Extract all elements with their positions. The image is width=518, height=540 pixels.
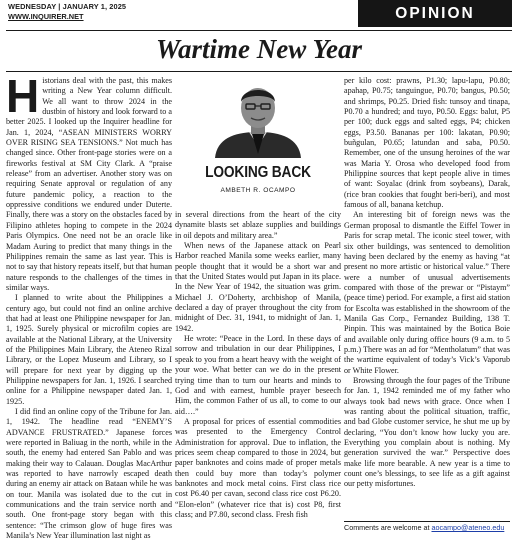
article-column-2 — [175, 210, 341, 520]
paragraph: A proposal for prices of essential commodities was presented to the Emergency Control Administration for approval. Due to inflation, the prices seem cheap compared to those in 2024, but paper banknotes and coins made of proper metals then could buy more than today’s polymer banknotes and mock metal coins. First class rice cost P6.40 per cavan, second class rice cost P6.20. “Elon-elon” (whatever rice that is) cost P8, first class; and P7.80, second class. Fresh fish — [175, 416, 341, 519]
contact-prefix: Comments are welcome at — [344, 523, 430, 532]
paragraph: I did find an online copy of the Tribune for Jan. 1, 1942. The headline read “ENEMY’S ADVANCE FRUSTRATED.” Japanese forces were reported in Baliuag in the north, while in the south, the enemy had entered San Pablo and was making their way to Calauan. Douglas MacArthur was reported to have narrowly escaped death during an enemy air attack on Bataan while he was on tour. Manila was isolated due to the cut in communications and the train service north and south. One front-page story began with this sentence: “The crimson glow of huge fires was Manila’s New Year illumination last night as — [6, 407, 172, 540]
paragraph: I planned to write about the Philippines a century ago, but could not find an online archive that had at least one Philippine newspaper for Jan. 1, 1925. Surely physical or microfilm copies are available at the National Library, at the University of the Philippines Main Library, the Ateneo Rizal Library, or the Lopez Museum and Library, so I will prepare for next year by digging up the Philippine newspapers for Jan. 1, 1926. I searched online for a Philippine newspaper dated Jan. 1, 1925. — [6, 293, 172, 406]
columnist-photo — [207, 76, 309, 158]
section-tag: OPINION — [358, 0, 512, 27]
header-rule — [6, 30, 512, 31]
column-name: LOOKING BACK — [205, 164, 311, 181]
paragraph: Browsing through the four pages of the Tribune for Jan. 1, 1942 reminded me of my father who always took bad news with grace. Once when I was ranting about the political situation, traffic, and bad Globe customer service, he shut me up by declaring, “You don’t know how lucky you are. Everything you complain about is nothing. My generation survived the war.” Perspective does make life more bearable. A new year is a time to count one’s blessings, to see life as a gift against our petty misfortunes. — [344, 375, 510, 489]
headline-rule — [6, 71, 512, 72]
drop-cap: H — [6, 70, 40, 122]
paragraph: He wrote: “Peace in the Lord. In these days of sorrow and tribulation in our dear Philippines, I speak to you from a heart heavy with the weight of your woe. What better can we do in the present trying time than to turn our hearts and minds to God and with earnest, humble prayer beseech Him, the common Father of us all, to come to our aid….” — [175, 334, 341, 416]
contact-rule — [344, 521, 510, 522]
paragraph: in several directions from the heart of the city dynamite blasts set ablaze supplies and buildings in oil depots and military area.” — [175, 210, 341, 240]
paragraph — [6, 70, 172, 293]
masthead-bar — [6, 0, 512, 30]
contact-email-link[interactable]: aocampo@ateneo.edu — [431, 523, 505, 532]
paragraph: When news of the Japanese attack on Pearl Harbor reached Manila some weeks earlier, many people thought that it would be a short war and that the United States would put Japan in its place. In the New Year of 1942, the situation was grim. Michael J. O’Doherty, archbishop of Manila, declared a day of prayer throughout the city from midnight of Dec. 31, 1941, to midnight of Jan. 1, 1942. — [175, 241, 341, 333]
paragraph: per kilo cost: prawns, P1.30; lapu-lapu, P0.80; apahap, P0.75; tanguingue, P0.70; bangus, P0.50; and shrimps, P0.25. Dried fish: tunsoy and tinapa, P0.70 a hundred; and tuyo, P0.50. Eggs: balut, P5 per 100; duck eggs and salted eggs, P4; chicken eggs, P3.50. Bananas per 100: lakatan, P0.90; buñgulan, P0.65; latundan and saba, P0.50. Remember, one of the unsung heroines of the war was Maria Y. Orosa who developed food from Philippine sources that kept people alive in times of want: Soyalac (drink from soybeans), Darak, (rice bran cookies that fought beri-beri), and most famous of all, banana ketchup. — [344, 76, 510, 210]
contact-line — [344, 524, 514, 533]
paragraph: An interesting bit of foreign news was the German proposal to dismantle the Eiffel Tower in Paris for scrap metal. The iconic steel tower, with six other buildings, was sentenced to demolition having been declared by the enemy as having “at present no more artistic or historical value.” There were a number of unusual advertisements compared with those of the prewar or “Pistaym” (peace time) period. For example, a first aid station for Escolta was established in the showroom of the Manila Gas Corp., Fernandez Building, 138 T. Pinpin. This was maintained by the Botica Boie and available only during office hours (9 a.m. to 5 p.m.) There was an ad for “Mentholatum” that was the wartime equivalent of today’s Vick’s Vaporub or White Flower. — [344, 210, 510, 375]
article-column-1 — [6, 70, 172, 540]
paragraph-text: istorians deal with the past, this makes writing a New Year column difficult. We all want to throw 2024 in the dustbin of history and look forward to a better 2025. I looked up the Inquirer headline for Jan. 1, 2024, “ASEAN MINISTERS WORRY OVER RISING SEA TENSIONS.” Not much has changed since. Other front-page stories were on a fireworks festival at SM City Clark. A “praise release” from an advertiser. Another story was on requiring Senate approval or regulation of any future pandemic policy, a reaction to the oppressive conditions we endured under Duterte. Finally, there was a story on the obstacles faced by Filipino athletes hoping to compete in the 2024 Paris Olympics. One need not be an oracle like Madam Auring to predict that many things in the Philippines remain the same as last year. This is not to say that history repeats itself, but that human nature responds to the challenges of the times in similar ways. — [6, 76, 172, 292]
dateline: WEDNESDAY | JANUARY 1, 2025 — [8, 2, 127, 11]
columnist-block — [175, 76, 341, 206]
site-link[interactable]: WWW.INQUIRER.NET — [8, 12, 84, 21]
byline: AMBETH R. OCAMPO — [220, 187, 296, 194]
article-column-3 — [344, 76, 510, 490]
headline: Wartime New Year — [156, 34, 362, 64]
